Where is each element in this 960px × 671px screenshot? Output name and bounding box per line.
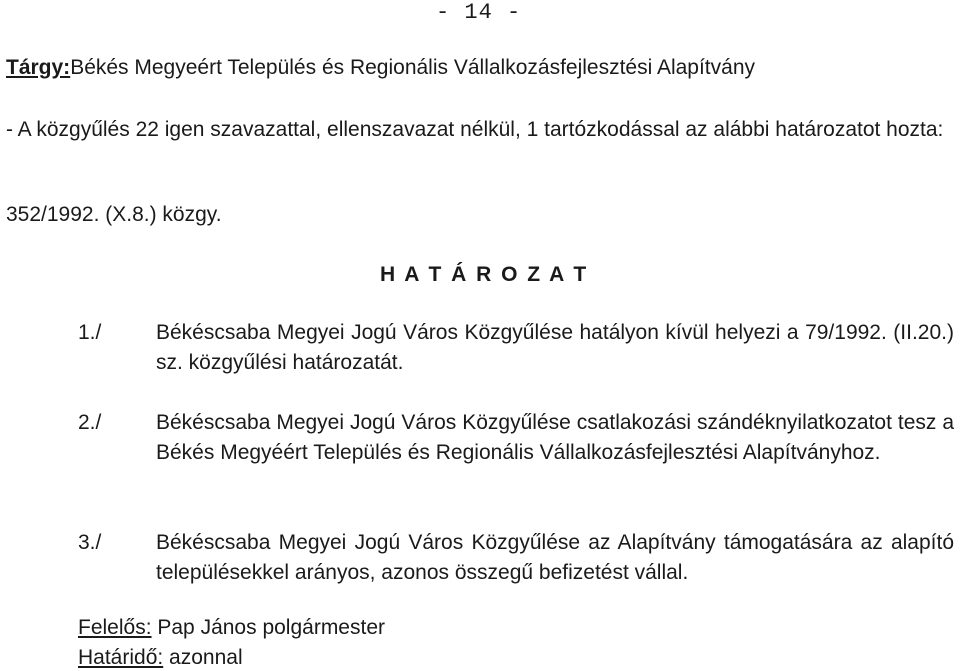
item-number: 1./ [78, 321, 102, 344]
deadline-label: Határidő: [78, 646, 164, 669]
subject-label: Tárgy: [6, 56, 71, 79]
resolution-item-2 [78, 408, 954, 468]
responsible-value: Pap János polgármester [151, 616, 385, 639]
resolution-heading: H A T Á R O Z A T [380, 263, 589, 286]
deadline-line [78, 646, 243, 670]
item-text: Békéscsaba Megyei Jogú Város Közgyűlése csatlakozási szándéknyilatkozatot tesz a Békés Megyéért Település és Regionális Vállalkozásfejlesztési Alapítványhoz. [156, 411, 954, 464]
item-number: 3./ [78, 531, 102, 554]
page-number: - 14 - [436, 0, 522, 25]
responsible-line [78, 616, 385, 640]
item-text: Békéscsaba Megyei Jogú Város Közgyűlése az Alapítvány támogatására az alapító településekkel arányos, azonos összegű befizetést vállal. [156, 531, 954, 584]
responsible-label: Felelős: [78, 616, 152, 639]
item-number: 2./ [78, 411, 102, 434]
resolution-number: 352/1992. (X.8.) közgy. [6, 203, 222, 226]
deadline-value: azonnal [163, 646, 243, 669]
subject-line [6, 56, 755, 80]
resolution-item-3 [78, 528, 954, 588]
item-text: Békéscsaba Megyei Jogú Város Közgyűlése hatályon kívül helyezi a 79/1992. (II.20.) sz. közgyűlési határozatát. [156, 321, 954, 374]
intro-paragraph: - A közgyűlés 22 igen szavazattal, ellenszavazat nélkül, 1 tartózkodással az alábbi határozatot hozta: [6, 118, 944, 141]
resolution-item-1 [78, 318, 954, 378]
subject-text: Békés Megyeért Település és Regionális Vállalkozásfejlesztési Alapítvány [70, 56, 756, 79]
